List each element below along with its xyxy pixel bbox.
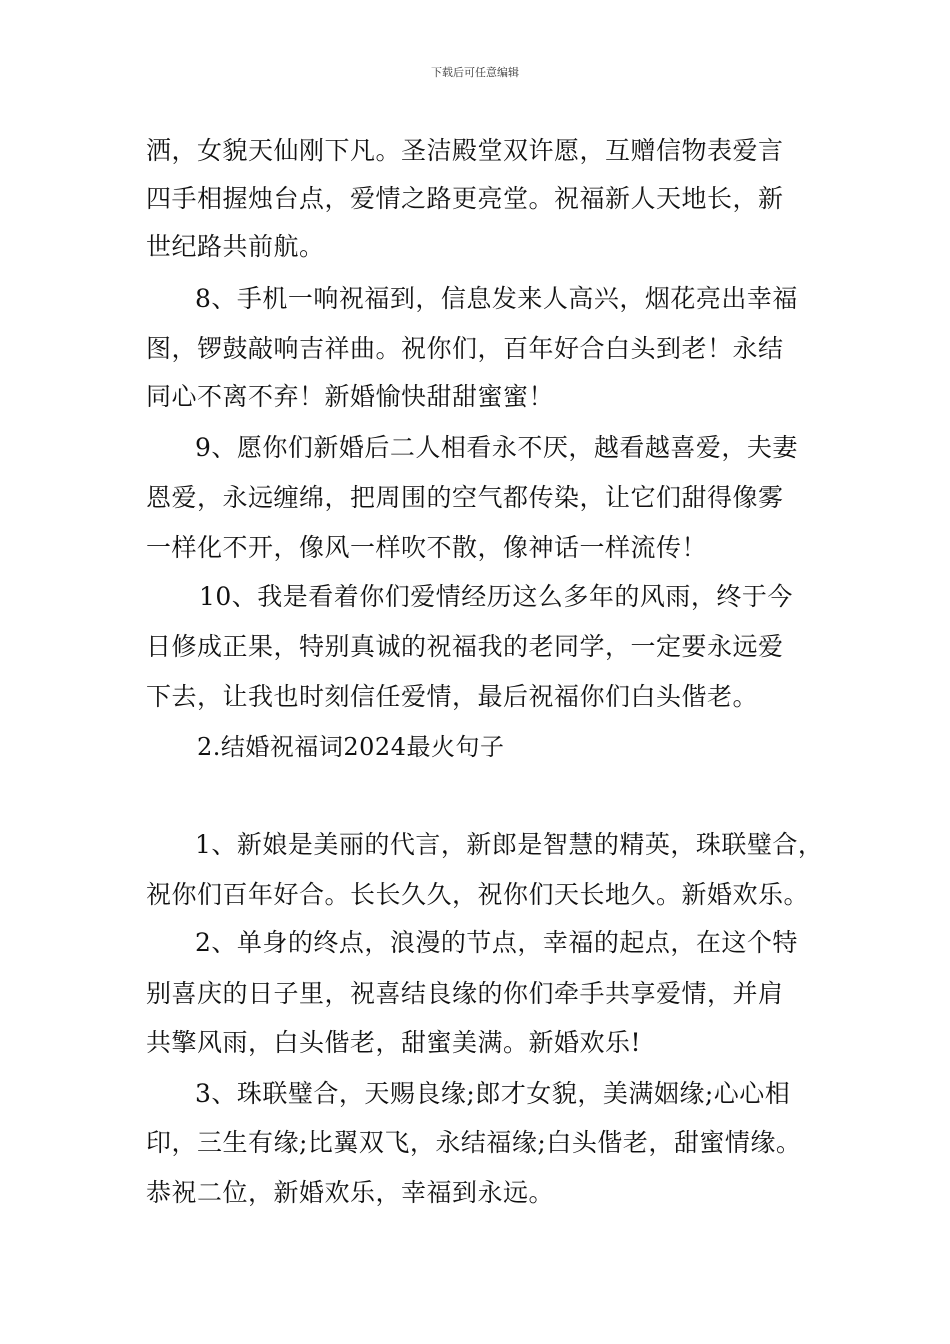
text-line: 下去，让我也时刻信任爱情，最后祝福你们白头偕老。 <box>146 682 759 711</box>
section-heading: 2.结婚祝福词2024最火句子 <box>197 733 505 761</box>
text-line: 别喜庆的日子里，祝喜结良缘的你们牵手共享爱情，并肩 <box>146 979 784 1008</box>
text-line: 一样化不开，像风一样吹不散，像神话一样流传！ <box>146 533 708 562</box>
text-line: 图，锣鼓敲响吉祥曲。祝你们，百年好合白头到老！永结 <box>146 334 784 363</box>
text-line: 祝你们百年好合。长长久久，祝你们天长地久。新婚欢乐。 <box>146 880 810 909</box>
list-item-start: 10、我是看着你们爱情经历这么多年的风雨，终于今 <box>199 582 793 611</box>
list-item-start: 1、新娘是美丽的代言，新郎是智慧的精英，珠联璧合， <box>195 830 824 859</box>
list-item-start: 3、珠联璧合，天赐良缘;郎才女貌，美满姻缘;心心相 <box>195 1079 791 1108</box>
text-line: 共擎风雨，白头偕老，甜蜜美满。新婚欢乐! <box>146 1028 642 1057</box>
text-line: 四手相握烛台点，爱情之路更亮堂。祝福新人天地长，新 <box>146 184 784 213</box>
text-line: 日修成正果，特别真诚的祝福我的老同学，一定要永远爱 <box>146 632 784 661</box>
text-line: 印，三生有缘;比翼双飞，永结福缘;白头偕老，甜蜜情缘。 <box>146 1128 802 1157</box>
text-line: 恭祝二位，新婚欢乐，幸福到永远。 <box>146 1178 555 1207</box>
list-item-start: 2、单身的终点，浪漫的节点，幸福的起点，在这个特 <box>195 928 798 957</box>
list-item-start: 9、愿你们新婚后二人相看永不厌，越看越喜爱，夫妻 <box>195 433 798 462</box>
text-line: 同心不离不弃！新婚愉快甜甜蜜蜜！ <box>146 382 555 411</box>
text-line: 洒，女貌天仙刚下凡。圣洁殿堂双许愿，互赠信物表爱言 <box>146 136 784 165</box>
text-line: 恩爱，永远缠绵，把周围的空气都传染，让它们甜得像雾 <box>146 483 784 512</box>
page-header: 下载后可任意编辑 <box>431 66 519 79</box>
list-item-start: 8、手机一响祝福到，信息发来人高兴，烟花亮出幸福 <box>195 284 798 313</box>
text-line: 世纪路共前航。 <box>146 232 325 261</box>
